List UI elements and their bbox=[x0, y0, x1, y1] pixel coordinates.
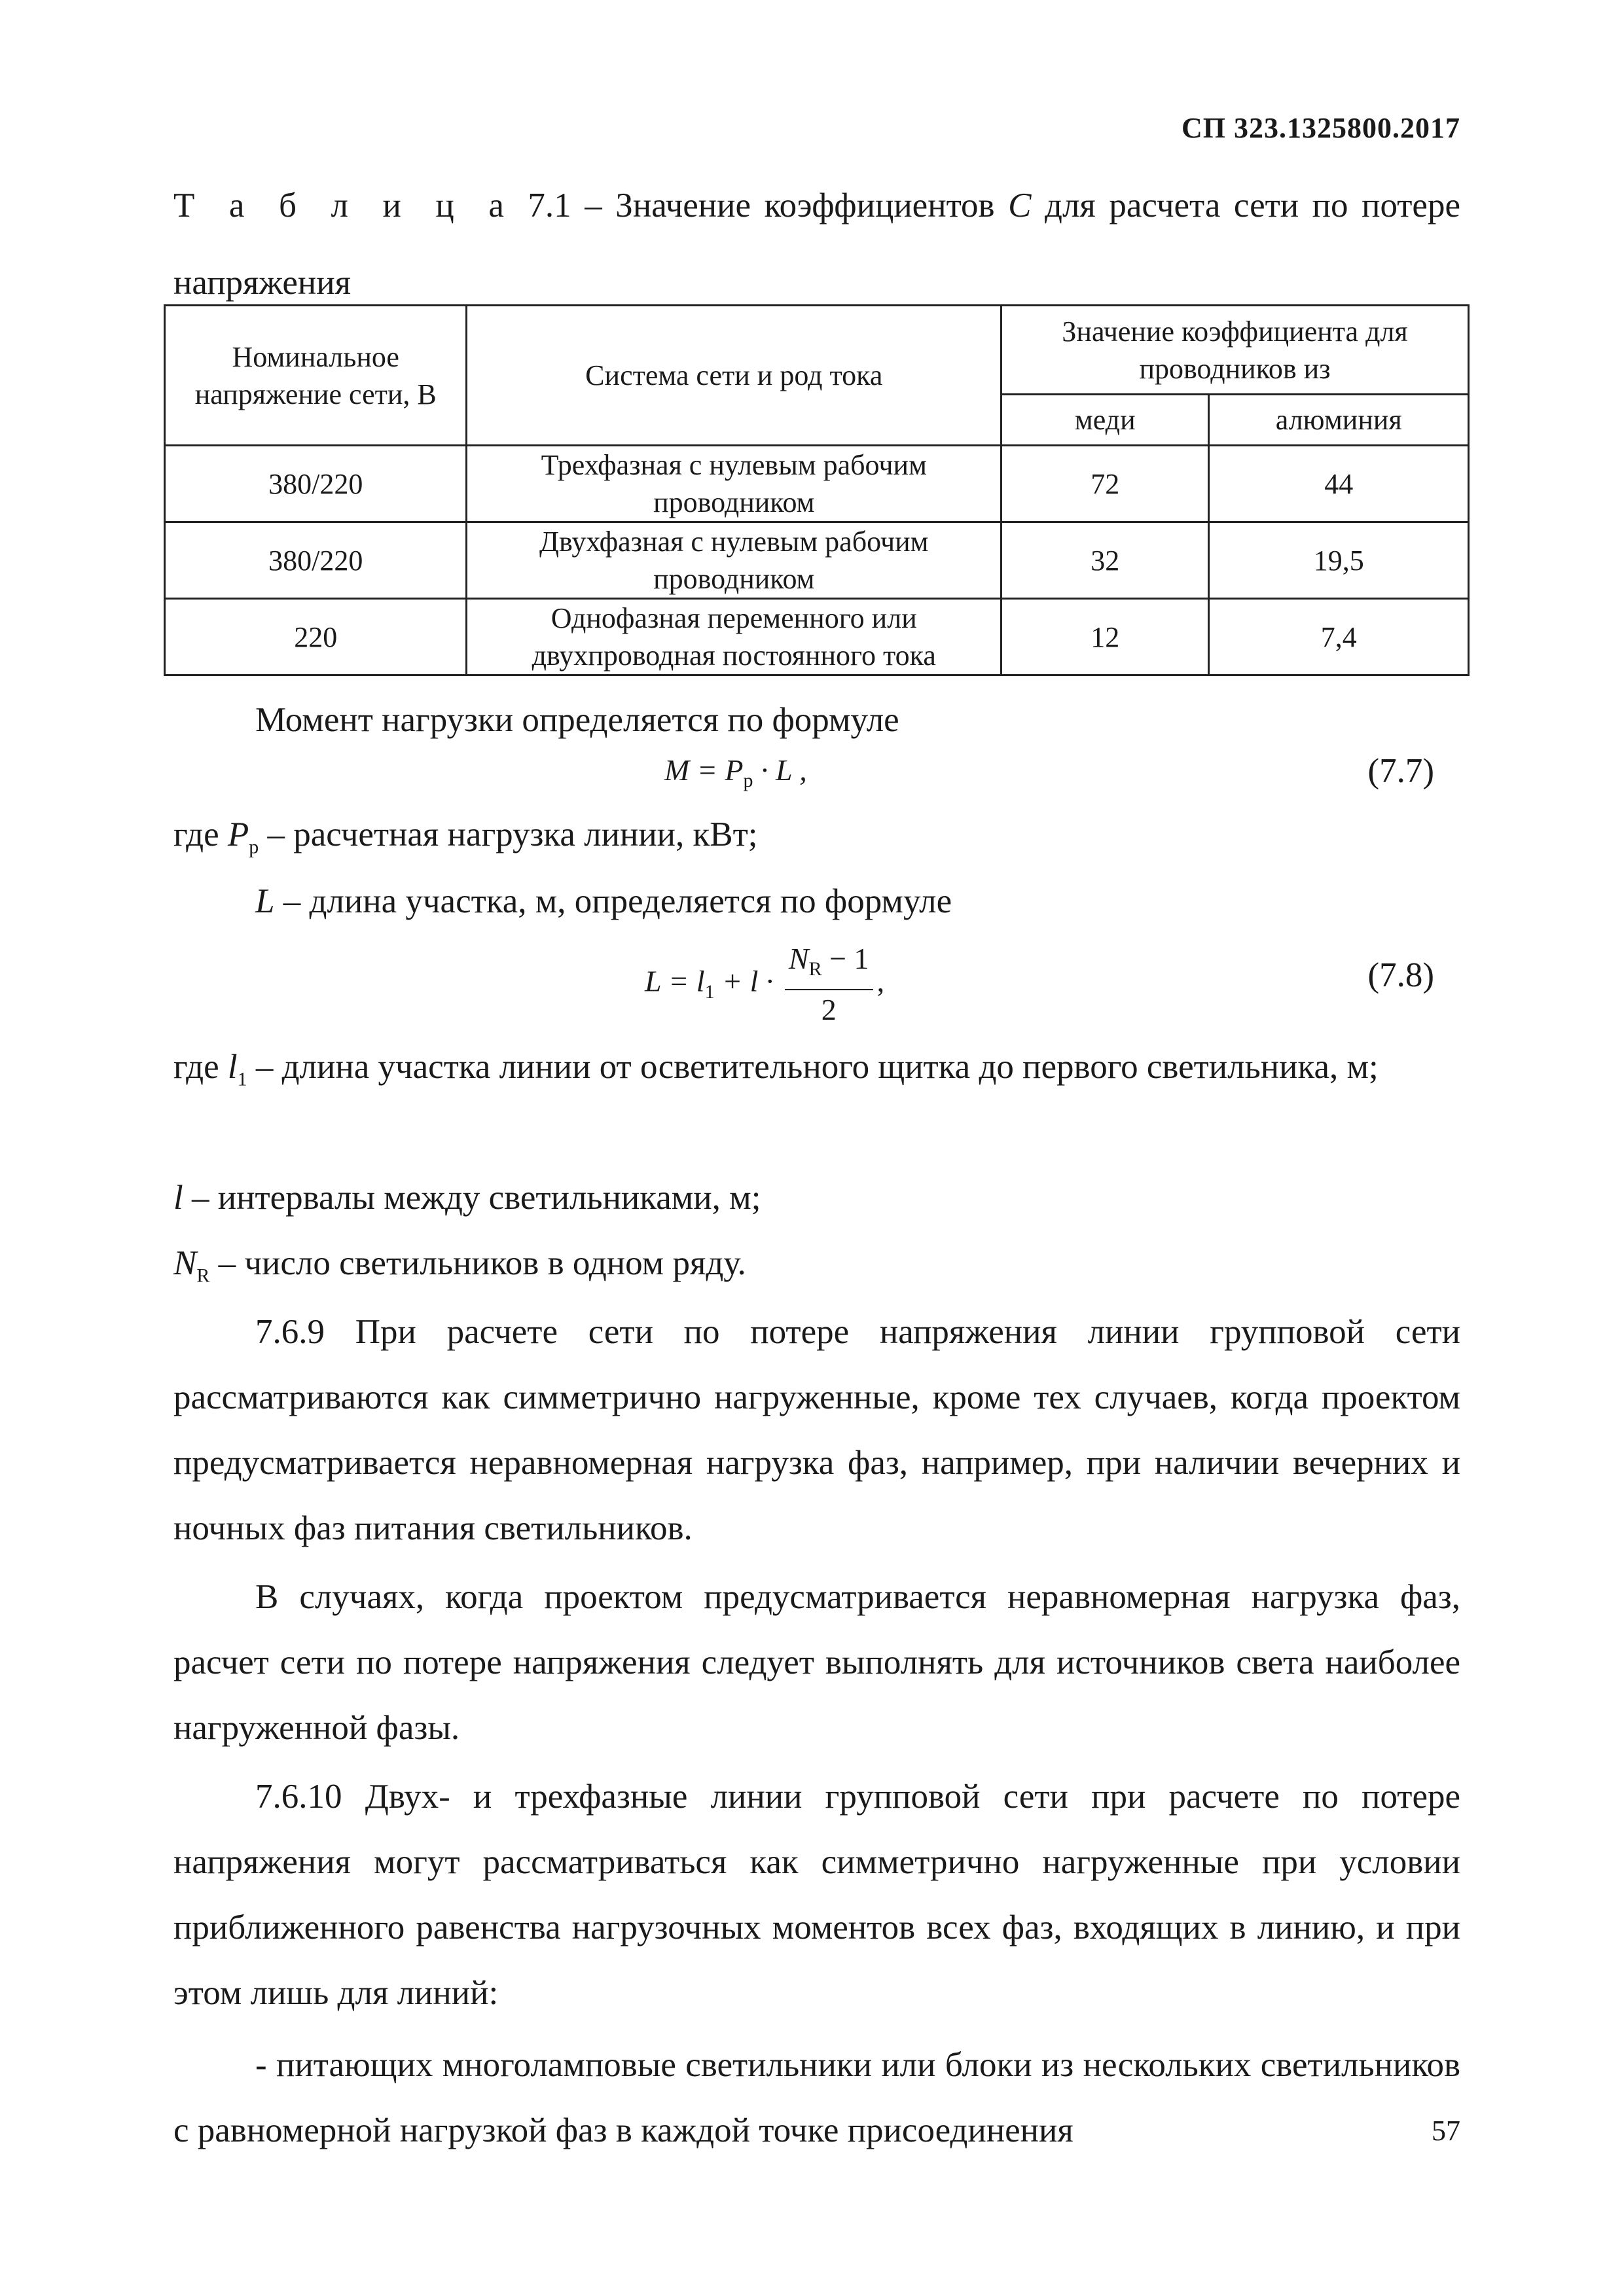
header-copper: меди bbox=[1001, 395, 1209, 446]
cell-voltage: 220 bbox=[165, 599, 467, 675]
caption-symbol: C bbox=[1008, 187, 1032, 224]
formula-7-8-mid: + l · bbox=[714, 964, 774, 998]
caption-text-before: 7.1 – Значение коэффициентов bbox=[514, 187, 1009, 224]
cell-aluminum: 19,5 bbox=[1209, 522, 1469, 599]
caption-label: Т а б л и ц а bbox=[173, 187, 514, 224]
definition-nr-text: – число светильников в одном ряду. bbox=[209, 1244, 746, 1282]
table-caption bbox=[173, 167, 1460, 321]
caption-text-after: для расчета сети по потере напряжения bbox=[173, 187, 1460, 302]
fraction-denominator: 2 bbox=[821, 993, 837, 1027]
paragraph-uneven-load: В случаях, когда проектом предусматривается неравномерная нагрузка фаз, расчет сети по потере напряжения следует выполнять для источников света наиболее нагруженной фазы. bbox=[173, 1578, 1460, 1747]
symbol-l-interval: l bbox=[173, 1179, 183, 1217]
formula-7-8-lhs-sub: 1 bbox=[704, 980, 715, 1003]
symbol-pp: P bbox=[227, 816, 249, 853]
fraction-numerator-tail: − 1 bbox=[821, 942, 869, 975]
formula-7-7-rhs: · L , bbox=[753, 753, 807, 787]
paragraph-bullet: - питающих многоламповые светильники или блоки из нескольких светильников с равномерной нагрузкой фаз в каждой точке присоединения bbox=[173, 2046, 1460, 2149]
definition-l-length-text: – длина участка, м, определяется по формуле bbox=[274, 882, 952, 920]
formula-7-8 bbox=[645, 939, 884, 1030]
symbol-pp-sub: р bbox=[249, 836, 259, 858]
page-number: 57 bbox=[1432, 2115, 1460, 2147]
equation-number-7-7: (7.7) bbox=[1367, 752, 1434, 790]
cell-voltage: 380/220 bbox=[165, 522, 467, 599]
definition-l1 bbox=[173, 1034, 1460, 1113]
symbol-nr-sub: R bbox=[196, 1265, 210, 1287]
cell-system: Однофазная переменного или двухпроводная постоянного тока bbox=[467, 599, 1001, 675]
header-coefficient-group: Значение коэффициента для проводников из bbox=[1001, 306, 1469, 395]
definition-l1-text: – длина участка линии от осветительного щитка до первого светильника, м; bbox=[247, 1048, 1379, 1086]
definition-l1-prefix: где bbox=[173, 1048, 228, 1086]
cell-copper: 32 bbox=[1001, 522, 1209, 599]
formula-7-7 bbox=[664, 753, 807, 792]
cell-voltage: 380/220 bbox=[165, 446, 467, 522]
cell-aluminum: 44 bbox=[1209, 446, 1469, 522]
equation-number-7-8: (7.8) bbox=[1367, 956, 1434, 994]
document-code: СП 323.1325800.2017 bbox=[1182, 112, 1460, 144]
cell-system: Двухфазная с нулевым рабочим проводником bbox=[467, 522, 1001, 599]
formula-7-8-tail: , bbox=[876, 964, 885, 998]
definition-l-interval-text: – интервалы между светильниками, м; bbox=[183, 1179, 761, 1217]
cell-copper: 12 bbox=[1001, 599, 1209, 675]
header-system: Система сети и род тока bbox=[467, 306, 1001, 446]
moment-intro: Момент нагрузки определяется по формуле bbox=[255, 701, 899, 739]
symbol-l1: l bbox=[227, 1048, 238, 1086]
cell-aluminum: 7,4 bbox=[1209, 599, 1469, 675]
cell-system: Трехфазная с нулевым рабочим проводником bbox=[467, 446, 1001, 522]
symbol-nr: N bbox=[173, 1244, 197, 1282]
definition-nr bbox=[173, 1230, 1460, 1309]
formula-7-8-fraction bbox=[785, 939, 873, 1030]
table-row bbox=[165, 446, 1469, 522]
definition-pp-prefix: где bbox=[173, 816, 228, 853]
header-aluminum: алюминия bbox=[1209, 395, 1469, 446]
formula-7-7-sub: р bbox=[743, 770, 753, 792]
header-nominal-voltage: Номинальное напряжение сети, В bbox=[165, 306, 467, 446]
definition-l-length bbox=[255, 869, 1460, 934]
paragraph-7-6-10: 7.6.10 Двух- и трехфазные линии групповой сети при расчете по потере напряжения могут рассматриваться как симметрично нагруженные при условии приближенного равенства нагрузочных моментов всех фаз, входящих в линию, и при этом лишь для линий: bbox=[173, 1778, 1460, 2012]
definition-pp-text: – расчетная нагрузка линии, кВт; bbox=[259, 816, 758, 853]
table-row bbox=[165, 522, 1469, 599]
paragraph-7-6-9: 7.6.9 При расчете сети по потере напряжения линии групповой сети рассматриваются как симметрично нагруженные, кроме тех случаев, когда проектом предусматривается неравномерная нагрузка фаз, например, при наличии вечерних и ночных фаз питания светильников. bbox=[173, 1313, 1460, 1547]
formula-7-8-lhs: L = l bbox=[645, 964, 705, 998]
formula-7-7-lhs: M = P bbox=[664, 753, 744, 787]
fraction-numerator-sub: R bbox=[808, 958, 822, 980]
table-row bbox=[165, 599, 1469, 675]
coefficient-table bbox=[164, 304, 1470, 676]
fraction-numerator: N bbox=[788, 942, 809, 975]
symbol-l1-sub: 1 bbox=[237, 1068, 247, 1090]
symbol-l-length: L bbox=[255, 882, 275, 920]
cell-copper: 72 bbox=[1001, 446, 1209, 522]
definition-l-interval bbox=[173, 1165, 1460, 1230]
